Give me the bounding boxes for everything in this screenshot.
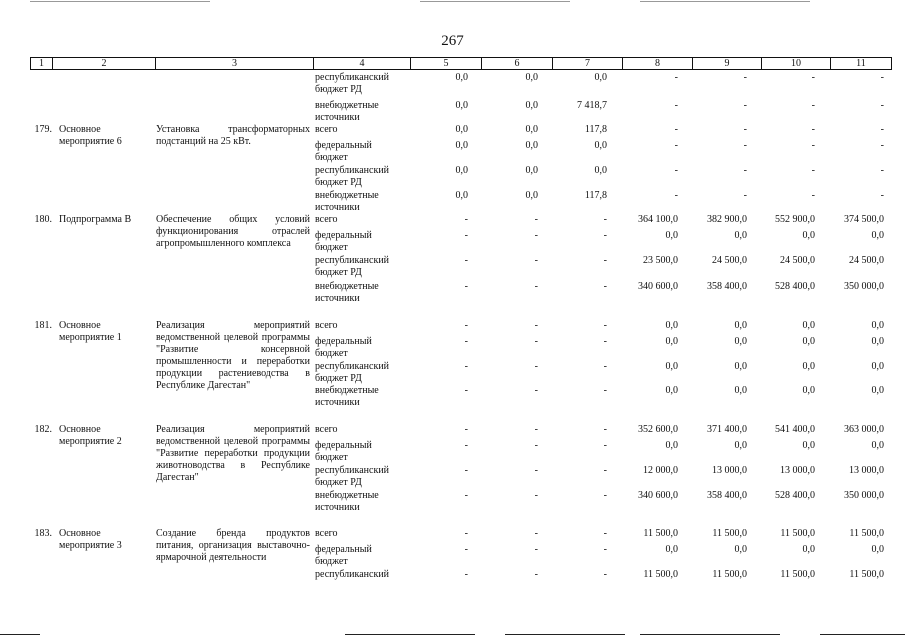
funding-source-label: республиканский бюджет РД bbox=[315, 165, 390, 188]
cell-col-5: - bbox=[464, 440, 468, 451]
cell-col-9: 358 400,0 bbox=[707, 281, 747, 292]
header-col-6: 6 bbox=[482, 58, 553, 69]
cell-col-5: - bbox=[464, 281, 468, 292]
cell-col-10: 0,0 bbox=[802, 230, 815, 241]
budget-table bbox=[30, 72, 890, 584]
cell-col-9: 0,0 bbox=[734, 544, 747, 555]
cell-col-7: - bbox=[603, 214, 607, 225]
cell-col-5: - bbox=[464, 424, 468, 435]
cell-col-8: 0,0 bbox=[665, 440, 678, 451]
funding-source-label: федеральный бюджет bbox=[315, 336, 372, 359]
cell-col-8: 0,0 bbox=[665, 320, 678, 331]
cell-col-8: 340 600,0 bbox=[638, 490, 678, 501]
row-number: 183. bbox=[34, 528, 52, 539]
cell-col-6: - bbox=[534, 361, 538, 372]
program-element: Основное мероприятие 3 bbox=[59, 528, 122, 551]
cell-col-9: 0,0 bbox=[734, 336, 747, 347]
cell-col-5: 0,0 bbox=[455, 100, 468, 111]
cell-col-10: 541 400,0 bbox=[775, 424, 815, 435]
funding-source-label: внебюджетные источники bbox=[315, 100, 379, 123]
cell-col-5: - bbox=[464, 255, 468, 266]
cell-col-6: - bbox=[534, 544, 538, 555]
row-number: 179. bbox=[34, 124, 52, 135]
cell-col-7: 7 418,7 bbox=[577, 100, 607, 111]
cell-col-6: 0,0 bbox=[525, 190, 538, 201]
row-number: 181. bbox=[34, 320, 52, 331]
cell-col-5: - bbox=[464, 569, 468, 580]
funding-source-label: внебюджетные источники bbox=[315, 190, 379, 213]
cell-col-8: - bbox=[674, 72, 678, 83]
table-row-group bbox=[30, 72, 890, 124]
header-col-11: 11 bbox=[856, 58, 866, 69]
cell-col-6: - bbox=[534, 336, 538, 347]
cell-col-8: 12 000,0 bbox=[643, 465, 678, 476]
funding-source-label: всего bbox=[315, 424, 338, 435]
row-number: 180. bbox=[34, 214, 52, 225]
cell-col-7: - bbox=[603, 490, 607, 501]
cell-col-8: - bbox=[674, 165, 678, 176]
cell-col-11: 0,0 bbox=[871, 361, 884, 372]
cell-col-6: - bbox=[534, 569, 538, 580]
cell-col-7: - bbox=[603, 528, 607, 539]
cell-col-9: 0,0 bbox=[734, 320, 747, 331]
scan-edge-line bbox=[640, 634, 780, 635]
row-number: 182. bbox=[34, 424, 52, 435]
cell-col-8: - bbox=[674, 100, 678, 111]
funding-source-label: федеральный бюджет bbox=[315, 140, 372, 163]
cell-col-9: - bbox=[743, 124, 747, 135]
cell-col-11: 0,0 bbox=[871, 320, 884, 331]
cell-col-9: 0,0 bbox=[734, 385, 747, 396]
cell-col-9: 358 400,0 bbox=[707, 490, 747, 501]
scan-edge-line bbox=[0, 634, 40, 635]
cell-col-5: - bbox=[464, 385, 468, 396]
cell-col-7: - bbox=[603, 320, 607, 331]
cell-col-7: 117,8 bbox=[584, 124, 607, 135]
funding-source-label: всего bbox=[315, 320, 338, 331]
funding-source-label: всего bbox=[315, 214, 338, 225]
cell-col-11: - bbox=[880, 165, 884, 176]
cell-col-6: 0,0 bbox=[525, 72, 538, 83]
cell-col-10: - bbox=[811, 72, 815, 83]
cell-col-11: 0,0 bbox=[871, 440, 884, 451]
cell-col-5: - bbox=[464, 528, 468, 539]
cell-col-11: - bbox=[880, 190, 884, 201]
header-col-5: 5 bbox=[411, 58, 482, 69]
cell-col-9: 11 500,0 bbox=[712, 569, 747, 580]
funding-source-label: республиканский бюджет РД bbox=[315, 361, 390, 384]
table-row-group bbox=[30, 214, 890, 320]
cell-col-10: 528 400,0 bbox=[775, 281, 815, 292]
program-element: Основное мероприятие 2 bbox=[59, 424, 122, 447]
program-element: Основное мероприятие 1 bbox=[59, 320, 122, 343]
funding-source-label: внебюджетные источники bbox=[315, 281, 379, 304]
funding-source-label: федеральный бюджет bbox=[315, 544, 372, 567]
cell-col-6: - bbox=[534, 424, 538, 435]
program-element: Подпрограмма В bbox=[59, 214, 132, 225]
cell-col-6: 0,0 bbox=[525, 124, 538, 135]
measure-description: Установка трансформаторных подстанций на 25 кВт. bbox=[156, 124, 310, 147]
table-row-group bbox=[30, 124, 890, 214]
funding-source-label: республиканский бюджет РД bbox=[315, 255, 390, 278]
funding-source-label: республиканский bbox=[315, 569, 390, 580]
scan-edge-line bbox=[420, 1, 570, 2]
funding-source-label: федеральный бюджет bbox=[315, 230, 372, 253]
cell-col-11: - bbox=[880, 100, 884, 111]
cell-col-7: - bbox=[603, 255, 607, 266]
cell-col-11: 350 000,0 bbox=[844, 281, 884, 292]
cell-col-10: - bbox=[811, 100, 815, 111]
cell-col-6: - bbox=[534, 465, 538, 476]
cell-col-10: - bbox=[811, 140, 815, 151]
cell-col-5: 0,0 bbox=[455, 140, 468, 151]
cell-col-6: - bbox=[534, 230, 538, 241]
cell-col-8: 11 500,0 bbox=[643, 528, 678, 539]
cell-col-5: 0,0 bbox=[455, 190, 468, 201]
cell-col-8: 352 600,0 bbox=[638, 424, 678, 435]
measure-description: Создание бренда продуктов питания, организация выставочно-ярмарочной деятельности bbox=[156, 528, 310, 563]
cell-col-9: - bbox=[743, 72, 747, 83]
cell-col-8: 0,0 bbox=[665, 230, 678, 241]
cell-col-8: 0,0 bbox=[665, 544, 678, 555]
scan-edge-line bbox=[640, 1, 810, 2]
cell-col-9: 371 400,0 bbox=[707, 424, 747, 435]
cell-col-11: 374 500,0 bbox=[844, 214, 884, 225]
cell-col-5: 0,0 bbox=[455, 72, 468, 83]
cell-col-6: - bbox=[534, 440, 538, 451]
cell-col-5: - bbox=[464, 465, 468, 476]
cell-col-10: 13 000,0 bbox=[780, 465, 815, 476]
cell-col-7: - bbox=[603, 424, 607, 435]
cell-col-11: 0,0 bbox=[871, 230, 884, 241]
cell-col-8: - bbox=[674, 190, 678, 201]
cell-col-9: - bbox=[743, 100, 747, 111]
scan-edge-line bbox=[820, 634, 905, 635]
funding-source-label: всего bbox=[315, 528, 338, 539]
funding-source-label: республиканский бюджет РД bbox=[315, 465, 390, 488]
funding-source-label: внебюджетные источники bbox=[315, 490, 379, 513]
cell-col-6: - bbox=[534, 281, 538, 292]
cell-col-7: - bbox=[603, 544, 607, 555]
cell-col-5: - bbox=[464, 320, 468, 331]
cell-col-8: - bbox=[674, 124, 678, 135]
cell-col-9: 13 000,0 bbox=[712, 465, 747, 476]
measure-description: Реализация мероприятий ведомственной целевой программы "Развитие переработки продукции животноводства в Республике Дагестан" bbox=[156, 424, 310, 483]
cell-col-9: 0,0 bbox=[734, 361, 747, 372]
cell-col-11: 13 000,0 bbox=[849, 465, 884, 476]
cell-col-7: - bbox=[603, 465, 607, 476]
cell-col-7: - bbox=[603, 569, 607, 580]
cell-col-8: 0,0 bbox=[665, 385, 678, 396]
cell-col-9: 382 900,0 bbox=[707, 214, 747, 225]
cell-col-5: 0,0 bbox=[455, 165, 468, 176]
cell-col-7: - bbox=[603, 230, 607, 241]
cell-col-11: 0,0 bbox=[871, 544, 884, 555]
table-row-group bbox=[30, 320, 890, 424]
cell-col-7: 0,0 bbox=[594, 140, 607, 151]
column-number-header bbox=[30, 57, 892, 70]
cell-col-6: 0,0 bbox=[525, 140, 538, 151]
cell-col-5: - bbox=[464, 214, 468, 225]
measure-description: Реализация мероприятий ведомственной целевой программы "Развитие консервной промышленности и переработки продукции растениеводства в Республике Дагестан" bbox=[156, 320, 310, 391]
cell-col-7: 0,0 bbox=[594, 72, 607, 83]
cell-col-11: - bbox=[880, 124, 884, 135]
cell-col-9: - bbox=[743, 140, 747, 151]
funding-source-label: внебюджетные источники bbox=[315, 385, 379, 408]
cell-col-5: - bbox=[464, 336, 468, 347]
cell-col-8: 0,0 bbox=[665, 361, 678, 372]
cell-col-7: - bbox=[603, 281, 607, 292]
cell-col-7: - bbox=[603, 336, 607, 347]
funding-source-label: федеральный бюджет bbox=[315, 440, 372, 463]
cell-col-5: 0,0 bbox=[455, 124, 468, 135]
cell-col-11: 0,0 bbox=[871, 336, 884, 347]
cell-col-11: 11 500,0 bbox=[849, 569, 884, 580]
cell-col-10: - bbox=[811, 165, 815, 176]
cell-col-6: - bbox=[534, 385, 538, 396]
cell-col-9: 0,0 bbox=[734, 440, 747, 451]
cell-col-6: - bbox=[534, 490, 538, 501]
header-col-9: 9 bbox=[693, 58, 762, 69]
cell-col-9: 11 500,0 bbox=[712, 528, 747, 539]
cell-col-9: 24 500,0 bbox=[712, 255, 747, 266]
header-col-7: 7 bbox=[553, 58, 623, 69]
cell-col-8: 0,0 bbox=[665, 336, 678, 347]
cell-col-7: 117,8 bbox=[584, 190, 607, 201]
cell-col-11: - bbox=[880, 140, 884, 151]
cell-col-10: - bbox=[811, 190, 815, 201]
header-col-8: 8 bbox=[623, 58, 693, 69]
program-element: Основное мероприятие 6 bbox=[59, 124, 122, 147]
cell-col-7: - bbox=[603, 361, 607, 372]
table-row-group bbox=[30, 528, 890, 584]
page-number: 267 bbox=[441, 33, 464, 49]
cell-col-9: - bbox=[743, 190, 747, 201]
scan-edge-line bbox=[345, 634, 475, 635]
cell-col-8: - bbox=[674, 140, 678, 151]
cell-col-11: 350 000,0 bbox=[844, 490, 884, 501]
cell-col-11: 24 500,0 bbox=[849, 255, 884, 266]
cell-col-6: - bbox=[534, 320, 538, 331]
cell-col-6: 0,0 bbox=[525, 165, 538, 176]
cell-col-10: 11 500,0 bbox=[780, 528, 815, 539]
header-col-3: 3 bbox=[156, 58, 314, 69]
cell-col-11: 11 500,0 bbox=[849, 528, 884, 539]
header-col-4: 4 bbox=[314, 58, 411, 69]
cell-col-5: - bbox=[464, 544, 468, 555]
cell-col-10: 528 400,0 bbox=[775, 490, 815, 501]
header-col-2: 2 bbox=[53, 58, 156, 69]
cell-col-10: 0,0 bbox=[802, 336, 815, 347]
cell-col-10: 0,0 bbox=[802, 361, 815, 372]
cell-col-11: - bbox=[880, 72, 884, 83]
scan-edge-line bbox=[30, 1, 210, 2]
cell-col-7: - bbox=[603, 440, 607, 451]
cell-col-7: 0,0 bbox=[594, 165, 607, 176]
funding-source-label: всего bbox=[315, 124, 338, 135]
cell-col-10: - bbox=[811, 124, 815, 135]
cell-col-5: - bbox=[464, 490, 468, 501]
measure-description: Обеспечение общих условий функционирования отраслей агропромышленного комплекса bbox=[156, 214, 310, 249]
cell-col-6: - bbox=[534, 255, 538, 266]
cell-col-11: 363 000,0 bbox=[844, 424, 884, 435]
cell-col-7: - bbox=[603, 385, 607, 396]
cell-col-10: 0,0 bbox=[802, 440, 815, 451]
header-col-1: 1 bbox=[31, 58, 53, 69]
cell-col-8: 23 500,0 bbox=[643, 255, 678, 266]
table-row-group bbox=[30, 424, 890, 528]
cell-col-6: 0,0 bbox=[525, 100, 538, 111]
cell-col-6: - bbox=[534, 214, 538, 225]
cell-col-5: - bbox=[464, 230, 468, 241]
cell-col-8: 11 500,0 bbox=[643, 569, 678, 580]
cell-col-9: - bbox=[743, 165, 747, 176]
cell-col-10: 0,0 bbox=[802, 320, 815, 331]
cell-col-6: - bbox=[534, 528, 538, 539]
cell-col-10: 0,0 bbox=[802, 385, 815, 396]
header-col-10: 10 bbox=[762, 58, 831, 69]
funding-source-label: республиканский бюджет РД bbox=[315, 72, 390, 95]
scan-edge-line bbox=[505, 634, 625, 635]
cell-col-8: 364 100,0 bbox=[638, 214, 678, 225]
cell-col-11: 0,0 bbox=[871, 385, 884, 396]
cell-col-8: 340 600,0 bbox=[638, 281, 678, 292]
cell-col-10: 24 500,0 bbox=[780, 255, 815, 266]
cell-col-5: - bbox=[464, 361, 468, 372]
cell-col-10: 0,0 bbox=[802, 544, 815, 555]
cell-col-10: 552 900,0 bbox=[775, 214, 815, 225]
cell-col-9: 0,0 bbox=[734, 230, 747, 241]
cell-col-10: 11 500,0 bbox=[780, 569, 815, 580]
